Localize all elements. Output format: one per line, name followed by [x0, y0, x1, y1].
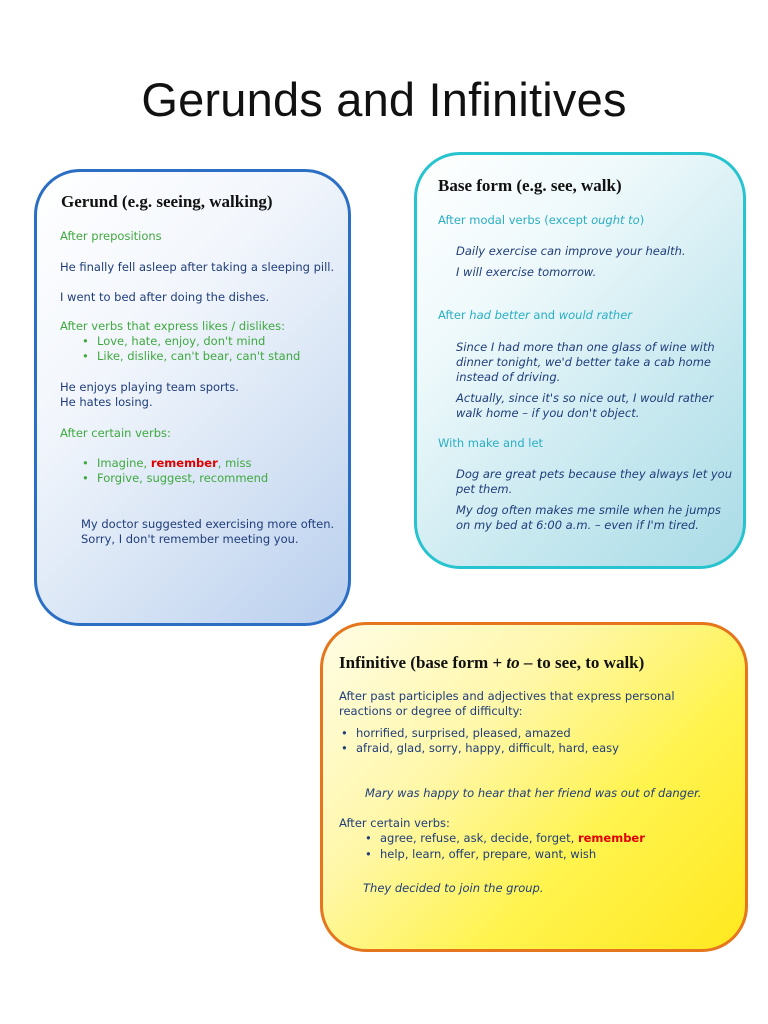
infinitive-heading: Infinitive (base form + to – to see, to walk): [339, 653, 645, 672]
base-example-4-line: Actually, since it's so nice out, I would rather: [456, 391, 714, 405]
list-item: •Imagine, remember, miss: [82, 456, 251, 470]
gerund-example-5: My doctor suggested exercising more often.: [81, 517, 335, 531]
gerund-heading: Gerund (e.g. seeing, walking): [61, 192, 273, 211]
base-example-5-line: Dog are great pets because they always let you: [456, 467, 732, 481]
after-prepositions-label: After prepositions: [60, 229, 162, 243]
page-title: Gerunds and Infinitives: [141, 73, 627, 126]
infinitive-intro-line: After past participles and adjectives that express personal: [339, 689, 675, 703]
base-example-6-line: on my bed at 6:00 a.m. – even if I'm tired.: [456, 518, 699, 532]
gerund-card: [34, 169, 351, 626]
base-example-6-line: My dog often makes me smile when he jumps: [456, 503, 721, 517]
bullet-icon: [341, 726, 356, 740]
base-example-4-line: walk home – if you don't object.: [456, 406, 640, 420]
list-item: •Like, dislike, can't bear, can't stand: [82, 349, 300, 363]
remember-highlight: remember: [577, 831, 645, 845]
bullet-icon: [82, 456, 97, 470]
list-item: •afraid, glad, sorry, happy, difficult, hard, easy: [341, 741, 619, 755]
list-item: •Forgive, suggest, recommend: [82, 471, 268, 485]
after-had-better-label: After had better and would rather: [438, 308, 632, 322]
bullet-icon: [82, 349, 97, 363]
base-example-1: Daily exercise can improve your health.: [456, 244, 686, 258]
base-example-5-line: pet them.: [456, 482, 513, 496]
base-example-2: I will exercise tomorrow.: [456, 265, 597, 279]
gerund-example-1: He finally fell asleep after taking a sleeping pill.: [60, 260, 335, 274]
list-item: •help, learn, offer, prepare, want, wish: [365, 847, 596, 861]
after-certain-verbs-label: After certain verbs:: [60, 426, 171, 440]
after-certain-verbs-label: After certain verbs:: [339, 816, 450, 830]
bullet-icon: [365, 847, 380, 861]
list-item: •agree, refuse, ask, decide, forget, remember: [365, 831, 645, 845]
gerund-example-2: I went to bed after doing the dishes.: [60, 290, 270, 304]
gerund-example-6: Sorry, I don't remember meeting you.: [81, 532, 299, 546]
remember-highlight: remember: [150, 456, 218, 470]
after-modal-label: After modal verbs (except ought to): [438, 213, 645, 227]
infinitive-example-1: Mary was happy to hear that her friend was out of danger.: [365, 786, 702, 800]
infinitive-card: [320, 622, 748, 952]
infinitive-intro-line: reactions or degree of difficulty:: [339, 704, 523, 718]
list-item: •Love, hate, enjoy, don't mind: [82, 334, 265, 348]
base-example-3-line: instead of driving.: [456, 370, 561, 384]
bullet-icon: [82, 334, 97, 348]
after-likes-label: After verbs that express likes / dislikes:: [60, 319, 285, 333]
base-form-heading: Base form (e.g. see, walk): [438, 176, 622, 195]
gerund-example-4: He hates losing.: [60, 395, 153, 409]
bullet-icon: [365, 831, 380, 845]
base-example-3-line: dinner tonight, we'd better take a cab home: [456, 355, 711, 369]
bullet-icon: [82, 471, 97, 485]
base-form-card: [414, 152, 746, 569]
list-item: •horrified, surprised, pleased, amazed: [341, 726, 571, 740]
with-make-let-label: With make and let: [438, 436, 544, 450]
bullet-icon: [341, 741, 356, 755]
gerund-example-3: He enjoys playing team sports.: [60, 380, 239, 394]
base-example-3-line: Since I had more than one glass of wine with: [456, 340, 715, 354]
infinitive-example-2: They decided to join the group.: [363, 881, 544, 895]
